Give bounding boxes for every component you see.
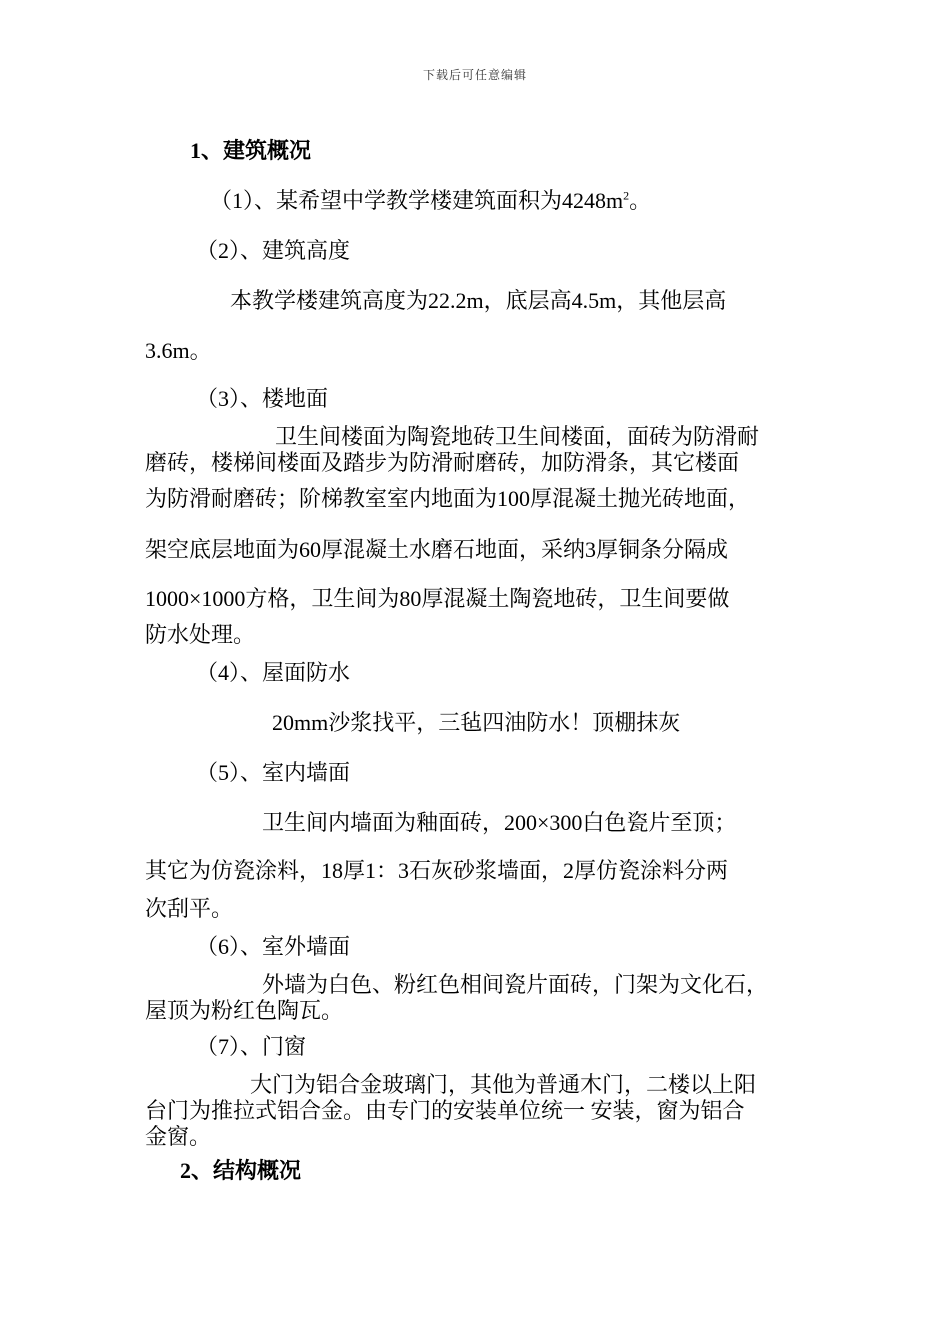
item-5-line: 次刮平。 bbox=[145, 896, 234, 921]
item-1-superscript: 2 bbox=[623, 188, 630, 203]
item-2-title: （2）、建筑高度 bbox=[196, 238, 351, 263]
section-1-title: 1、建筑概况 bbox=[190, 138, 312, 163]
item-7-line: 大门为铝合金玻璃门，其他为普通木门，二楼以上阳 bbox=[250, 1072, 757, 1097]
item-2-text-line2: 3.6m。 bbox=[145, 338, 212, 363]
item-7-title: （7）、门窗 bbox=[196, 1034, 307, 1059]
item-3-line: 磨砖，楼梯间楼面及踏步为防滑耐磨砖，加防滑条，其它楼面 bbox=[145, 450, 740, 475]
item-3-line: 1000×1000方格，卫生间为80厚混凝土陶瓷地砖，卫生间要做 bbox=[145, 586, 730, 611]
item-3-line: 架空底层地面为60厚混凝土水磨石地面，采纳3厚铜条分隔成 bbox=[145, 537, 729, 562]
item-1-text-end: 。 bbox=[629, 188, 652, 213]
item-6-title: （6）、室外墙面 bbox=[196, 934, 351, 959]
item-7-line: 金窗。 bbox=[145, 1124, 212, 1149]
item-3-line: 为防滑耐磨砖；阶梯教室室内地面为100厚混凝土抛光砖地面， bbox=[145, 486, 751, 511]
item-2-text-line1: 本教学楼建筑高度为22.2m，底层高4.5m，其他层高 bbox=[230, 288, 727, 313]
item-5-title: （5）、室内墙面 bbox=[196, 760, 351, 785]
item-3-line: 卫生间楼面为陶瓷地砖卫生间楼面，面砖为防滑耐 bbox=[275, 424, 760, 449]
item-5-line: 卫生间内墙面为釉面砖，200×300白色瓷片至顶； bbox=[262, 810, 737, 835]
item-5-line: 其它为仿瓷涂料，18厚1：3石灰砂浆墙面，2厚仿瓷涂料分两 bbox=[145, 858, 729, 883]
item-6-line: 外墙为白色、粉红色相间瓷片面砖，门架为文化石， bbox=[262, 972, 769, 997]
item-4-title: （4）、屋面防水 bbox=[196, 660, 351, 685]
item-7-line: 台门为推拉式铝合金。由专门的安装单位统一 安装，窗为铝合 bbox=[145, 1098, 745, 1123]
item-6-line: 屋顶为粉红色陶瓦。 bbox=[145, 998, 344, 1023]
item-1-text-main: （1）、某希望中学教学楼建筑面积为4248m bbox=[210, 188, 624, 213]
section-2-title: 2、结构概况 bbox=[180, 1158, 302, 1183]
item-1-text bbox=[210, 188, 651, 214]
page-header: 下载后可任意编辑 bbox=[422, 68, 527, 82]
item-3-line: 防水处理。 bbox=[145, 622, 256, 647]
item-4-text: 20mm沙浆找平，三毡四油防水！顶棚抹灰 bbox=[272, 710, 681, 735]
item-3-title: （3）、楼地面 bbox=[196, 386, 329, 411]
